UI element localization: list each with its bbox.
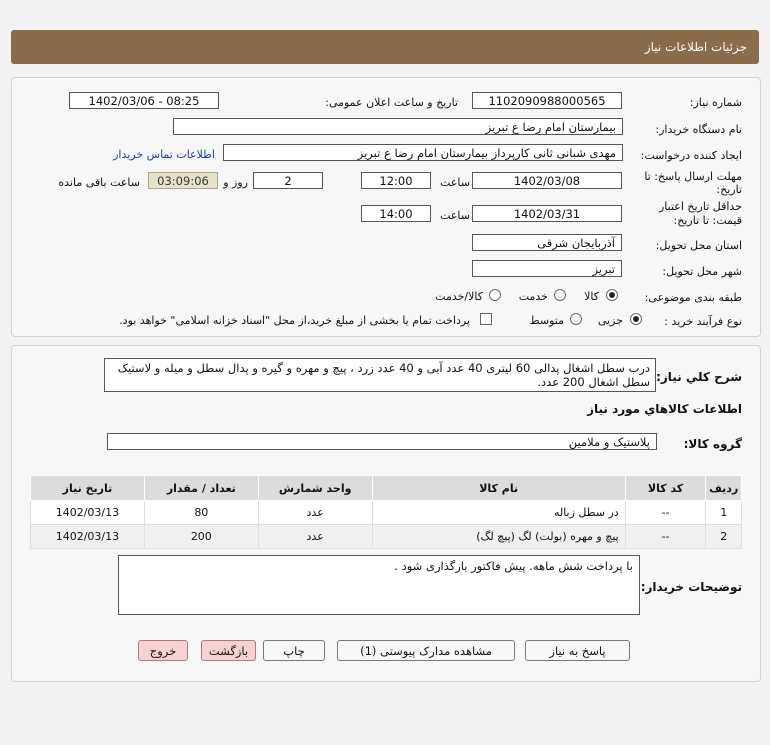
- validity-date-field: 1402/03/31: [472, 205, 622, 222]
- days-field: 2: [253, 172, 323, 189]
- cell-row: 1: [706, 501, 742, 525]
- province-field: آذربایجان شرقی: [472, 234, 622, 251]
- reply-button[interactable]: پاسخ به نیاز: [525, 640, 630, 661]
- cell-row: 2: [706, 525, 742, 549]
- deadline-label-2: تاریخ:: [716, 183, 742, 196]
- province-label: استان محل تحویل:: [655, 239, 742, 252]
- cell-qty: 80: [144, 501, 258, 525]
- remaining-time-field: 03:09:06: [148, 172, 218, 189]
- treasury-checkbox[interactable]: [480, 313, 492, 325]
- col-unit: واحد شمارش: [258, 476, 372, 501]
- category-option-goods-service: کالا/خدمت: [435, 290, 483, 303]
- print-button[interactable]: چاپ: [263, 640, 325, 661]
- cell-code: --: [625, 525, 706, 549]
- goods-section-title: اطلاعات کالاهاي مورد نياز: [587, 402, 742, 416]
- validity-time-field: 14:00: [361, 205, 431, 222]
- cell-name: در سطل زباله: [372, 501, 625, 525]
- buyer-org-label: نام دستگاه خریدار:: [655, 123, 742, 136]
- cell-qty: 200: [144, 525, 258, 549]
- goods-group-label: گروه کالا:: [683, 437, 742, 451]
- validity-time-label: ساعت: [440, 209, 470, 222]
- contact-info-link[interactable]: اطلاعات تماس خریدار: [113, 148, 215, 161]
- summary-label: شرح کلي نياز:: [656, 370, 742, 384]
- category-option-goods: کالا: [584, 290, 599, 303]
- goods-table: [30, 475, 742, 549]
- treasury-note: پرداخت تمام یا بخشی از مبلغ خرید،از محل "اسناد خزانه اسلامی" خواهد بود.: [119, 314, 470, 327]
- city-label: شهر محل تحویل:: [662, 265, 742, 278]
- category-option-service: خدمت: [518, 290, 548, 303]
- deadline-time-field: 12:00: [361, 172, 431, 189]
- validity-label: حداقل تاریخ اعتبار: [658, 200, 742, 213]
- cell-name: پیچ و مهره (بولت) لگ (پیچ لگ): [372, 525, 625, 549]
- col-date: تاریخ نیاز: [31, 476, 145, 501]
- table-row: [31, 501, 742, 525]
- buyer-notes-text: با پرداخت شش ماهه. پیش فاکتور بارگذاری شود .: [118, 555, 640, 615]
- cell-date: 1402/03/13: [31, 501, 145, 525]
- buyer-org-field: بیمارستان امام رضا ع تبریز: [173, 118, 623, 135]
- validity-label-2: قیمت: تا تاریخ:: [673, 214, 742, 227]
- deadline-time-label: ساعت: [440, 176, 470, 189]
- process-label: نوع فرآیند خرید :: [664, 315, 742, 328]
- city-field: تبریز: [472, 260, 622, 277]
- requester-field: مهدی شبانی ثانی کارپرداز بیمارستان امام رضا ع تبریز: [223, 144, 623, 161]
- page-title: جزئیات اطلاعات نیاز: [644, 40, 747, 54]
- cell-code: --: [625, 501, 706, 525]
- back-button[interactable]: بازگشت: [201, 640, 256, 661]
- exit-button[interactable]: خروج: [138, 640, 188, 661]
- cell-unit: عدد: [258, 525, 372, 549]
- page-header: [11, 30, 759, 64]
- deadline-date-field: 1402/03/08: [472, 172, 622, 189]
- goods-group-field: پلاستیک و ملامین: [107, 433, 657, 450]
- category-radio-goods[interactable]: [606, 289, 618, 301]
- attachments-button[interactable]: مشاهده مدارک پیوستی (1): [337, 640, 515, 661]
- cell-unit: عدد: [258, 501, 372, 525]
- category-radio-service[interactable]: [554, 289, 566, 301]
- col-qty: تعداد / مقدار: [144, 476, 258, 501]
- requester-label: ایجاد کننده درخواست:: [640, 149, 742, 162]
- remaining-label: ساعت باقی مانده: [58, 176, 140, 189]
- col-code: کد کالا: [625, 476, 706, 501]
- table-row: [31, 525, 742, 549]
- deadline-label: مهلت ارسال پاسخ: تا: [644, 170, 742, 183]
- process-option-partial: جزیی: [597, 314, 623, 327]
- buyer-notes-label: توضیحات خریدار:: [640, 580, 742, 594]
- cell-date: 1402/03/13: [31, 525, 145, 549]
- summary-text: درب سطل اشغال پدالی 60 لیتری 40 عدد آبی و 40 عدد زرد ، پیچ و مهره و گیره و پدال سطل و میله و لاستیک سطل اشغال 200 عدد.: [104, 358, 656, 392]
- announce-label: تاریخ و ساعت اعلان عمومی:: [325, 96, 458, 109]
- need-number-label: شماره نیاز:: [689, 96, 742, 109]
- col-name: نام کالا: [372, 476, 625, 501]
- col-row: ردیف: [706, 476, 742, 501]
- category-label: طبقه بندی موضوعی:: [644, 291, 742, 304]
- process-radio-medium[interactable]: [570, 313, 582, 325]
- goods-table-header: [31, 476, 742, 501]
- announce-field: 1402/03/06 - 08:25: [69, 92, 219, 109]
- process-radio-partial[interactable]: [630, 313, 642, 325]
- need-number-field: 1102090988000565: [472, 92, 622, 109]
- days-label: روز و: [223, 176, 248, 189]
- category-radio-goods-service[interactable]: [489, 289, 501, 301]
- process-option-medium: متوسط: [529, 314, 564, 327]
